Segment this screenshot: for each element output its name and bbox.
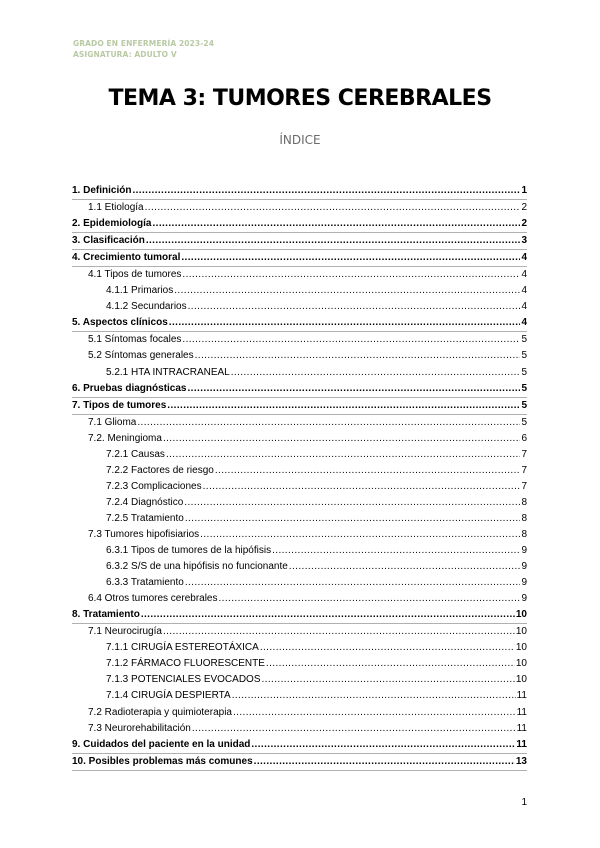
- toc-entry[interactable]: [72, 721, 527, 737]
- toc-dot-leader: [188, 381, 521, 397]
- toc-entry[interactable]: [72, 183, 527, 200]
- toc-entry-title: 6. Pruebas diagnósticas: [72, 382, 187, 394]
- toc-entry-page: 8: [521, 528, 527, 540]
- toc-entry-page: 4: [521, 252, 527, 264]
- toc-entry-page: 3: [521, 235, 527, 247]
- toc-entry-line: [106, 365, 527, 381]
- toc-dot-leader: [169, 315, 521, 331]
- toc-dot-leader: [272, 543, 520, 559]
- document-title: TEMA 3: TUMORES CEREBRALES: [108, 86, 492, 111]
- toc-entry[interactable]: [72, 575, 527, 591]
- toc-entry[interactable]: [72, 705, 527, 721]
- toc-entry[interactable]: [72, 398, 527, 415]
- toc-dot-leader: [188, 299, 521, 315]
- toc-entry[interactable]: [72, 559, 527, 575]
- toc-entry-title: 4.1.2 Secundarios: [106, 301, 187, 313]
- toc-entry-page: 5: [521, 366, 527, 378]
- toc-entry-line: [72, 398, 527, 414]
- toc-dot-leader: [219, 591, 521, 607]
- toc-dot-leader: [137, 415, 520, 431]
- toc-entry-title: 3. Clasificación: [72, 235, 145, 247]
- toc-dot-leader: [192, 721, 516, 737]
- toc-dot-leader: [182, 267, 520, 283]
- toc-entry-page: 7: [521, 480, 527, 492]
- toc-entry-title: 1.1 Etiología: [88, 202, 144, 214]
- toc-entry-title: 4. Crecimiento tumoral: [72, 252, 181, 264]
- toc-entry[interactable]: [72, 348, 527, 364]
- toc-entry[interactable]: [72, 267, 527, 283]
- toc-entry-page: 4: [521, 269, 527, 281]
- toc-dot-leader: [163, 431, 521, 447]
- toc-entry-page: 11: [516, 722, 527, 734]
- toc-entry[interactable]: [72, 479, 527, 495]
- toc-dot-leader: [231, 365, 521, 381]
- toc-entry-title: 5.1 Síntomas focales: [88, 334, 182, 346]
- toc-dot-leader: [200, 527, 520, 543]
- toc-entry-title: 5.2 Síntomas generales: [88, 350, 194, 362]
- toc-entry[interactable]: [72, 737, 527, 754]
- toc-entry-page: 2: [521, 202, 527, 214]
- toc-entry-line: [106, 283, 527, 299]
- toc-entry-title: 2. Epidemiología: [72, 218, 152, 230]
- toc-entry-page: 7: [521, 464, 527, 476]
- toc-entry[interactable]: [72, 315, 527, 332]
- toc-entry-title: 7.2.1 Causas: [106, 448, 165, 460]
- toc-entry[interactable]: [72, 527, 527, 543]
- toc-dot-leader: [203, 479, 521, 495]
- toc-entry-title: 7.2.5 Tratamiento: [106, 512, 184, 524]
- toc-entry-line: [72, 607, 527, 623]
- toc-entry-line: [72, 381, 527, 397]
- toc-entry-title: 4.1 Tipos de tumores: [88, 269, 182, 281]
- toc-entry-title: 7.3 Tumores hipofisiarios: [88, 528, 200, 540]
- toc-entry[interactable]: [72, 640, 527, 656]
- toc-entry-line: [106, 656, 527, 672]
- toc-entry-title: 7. Tipos de tumores: [72, 399, 167, 411]
- toc-entry-line: [72, 737, 527, 753]
- toc-entry-line: [72, 233, 527, 249]
- toc-entry-line: [106, 640, 527, 656]
- toc-entry-title: 7.1 Neurocirugía: [88, 626, 162, 638]
- toc-entry-page: 8: [521, 496, 527, 508]
- toc-entry-line: [72, 754, 527, 770]
- toc-entry-line: [106, 299, 527, 315]
- toc-entry-title: 7.2.2 Factores de riesgo: [106, 464, 214, 476]
- toc-entry-title: 7.1.1 CIRUGÍA ESTEREOTÁXICA: [106, 642, 259, 654]
- toc-entry[interactable]: [72, 688, 527, 704]
- toc-entry-line: [106, 495, 527, 511]
- toc-entry-line: [88, 332, 527, 348]
- toc-entry-page: 9: [521, 577, 527, 589]
- toc-entry[interactable]: [72, 447, 527, 463]
- toc-entry-line: [106, 463, 527, 479]
- toc-entry[interactable]: [72, 250, 527, 267]
- toc-entry-title: 4.1.1 Primarios: [106, 285, 174, 297]
- toc-entry[interactable]: [72, 672, 527, 688]
- toc-dot-leader: [195, 348, 521, 364]
- toc-dot-leader: [146, 233, 521, 249]
- toc-entry-line: [106, 447, 527, 463]
- toc-dot-leader: [185, 511, 521, 527]
- toc-entry-title: 7.1.4 CIRUGÍA DESPIERTA: [106, 690, 231, 702]
- toc-entry[interactable]: [72, 591, 527, 607]
- toc-entry[interactable]: [72, 431, 527, 447]
- toc-entry-page: 5: [521, 399, 527, 411]
- toc-dot-leader: [141, 607, 515, 623]
- toc-entry-line: [106, 479, 527, 495]
- toc-entry-title: 7.1 Glioma: [88, 416, 137, 428]
- toc-entry-title: 6.4 Otros tumores cerebrales: [88, 593, 218, 605]
- toc-entry-page: 4: [521, 317, 527, 329]
- toc-entry[interactable]: [72, 283, 527, 299]
- toc-entry-line: [106, 688, 527, 704]
- toc-dot-leader: [181, 250, 520, 266]
- toc-dot-leader: [289, 559, 521, 575]
- toc-entry-line: [88, 721, 527, 737]
- toc-dot-leader: [132, 183, 520, 199]
- toc-dot-leader: [260, 640, 515, 656]
- toc-dot-leader: [174, 283, 520, 299]
- toc-entry-page: 9: [521, 545, 527, 557]
- toc-entry-line: [72, 315, 527, 331]
- toc-entry[interactable]: [72, 607, 527, 624]
- toc-entry-line: [88, 431, 527, 447]
- toc-entry-page: 13: [515, 755, 527, 767]
- toc-entry-page: 10: [515, 609, 527, 621]
- toc-entry[interactable]: [72, 495, 527, 511]
- toc-entry-page: 1: [521, 185, 527, 196]
- toc-entry[interactable]: [72, 543, 527, 559]
- toc-entry-line: [106, 559, 527, 575]
- toc-entry[interactable]: [72, 200, 527, 216]
- toc-entry-title: 6.3.2 S/S de una hipófisis no funcionante: [106, 561, 288, 573]
- toc-entry-page: 11: [516, 738, 527, 750]
- toc-entry-page: 4: [521, 285, 527, 297]
- toc-entry-title: 7.2.3 Complicaciones: [106, 480, 202, 492]
- toc-entry-line: [88, 267, 527, 283]
- toc-dot-leader: [184, 495, 520, 511]
- toc-entry-page: 10: [515, 674, 527, 686]
- toc-entry-line: [88, 527, 527, 543]
- toc-entry-page: 5: [521, 416, 527, 428]
- toc-entry-line: [88, 705, 527, 721]
- toc-entry-line: [72, 216, 527, 232]
- document-header: [73, 38, 214, 60]
- toc-dot-leader: [232, 688, 516, 704]
- toc-entry-title: 7.1.2 FÁRMACO FLUORESCENTE: [106, 658, 265, 670]
- toc-entry[interactable]: [72, 299, 527, 315]
- toc-dot-leader: [163, 624, 515, 640]
- toc-entry-page: 4: [521, 301, 527, 313]
- toc-entry[interactable]: [72, 381, 527, 398]
- header-line-course: GRADO EN ENFERMERÍA 2023-24: [73, 39, 215, 48]
- toc-entry-title: 7.1.3 POTENCIALES EVOCADOS: [106, 674, 261, 686]
- header-line-subject: ASIGNATURA: ADULTO V: [73, 50, 177, 59]
- toc-dot-leader: [266, 656, 515, 672]
- toc-dot-leader: [254, 754, 515, 770]
- toc-entry-page: 10: [515, 642, 527, 654]
- toc-entry-line: [106, 511, 527, 527]
- toc-entry-page: 10: [515, 626, 527, 638]
- toc-dot-leader: [233, 705, 516, 721]
- toc-entry-page: 7: [521, 448, 527, 460]
- toc-entry-page: 11: [516, 706, 527, 718]
- toc-dot-leader: [262, 672, 515, 688]
- toc-entry[interactable]: [72, 332, 527, 348]
- toc-entry-title: 1. Definición: [72, 185, 132, 196]
- toc-entry-title: 10. Posibles problemas más comunes: [72, 755, 253, 767]
- toc-entry-line: [106, 672, 527, 688]
- toc-entry-page: 5: [521, 382, 527, 394]
- toc-entry-line: [72, 250, 527, 266]
- toc-entry[interactable]: [72, 754, 527, 771]
- toc-dot-leader: [152, 216, 520, 232]
- toc-entry[interactable]: [72, 216, 527, 233]
- toc-entry-line: [106, 543, 527, 559]
- toc-entry-page: 5: [521, 350, 527, 362]
- page-number: 1: [521, 797, 527, 808]
- toc-dot-leader: [145, 200, 521, 216]
- toc-dot-leader: [215, 463, 521, 479]
- toc-entry-line: [88, 624, 527, 640]
- toc-entry-line: [88, 200, 527, 216]
- toc-entry-title: 6.3.1 Tipos de tumores de la hipófisis: [106, 545, 272, 557]
- toc-entry-page: 9: [521, 561, 527, 573]
- toc-entry-page: 5: [521, 334, 527, 346]
- toc-entry-title: 7.2 Radioterapia y quimioterapia: [88, 706, 232, 718]
- toc-entry-title: 8. Tratamiento: [72, 609, 140, 621]
- toc-dot-leader: [167, 398, 520, 414]
- toc-entry[interactable]: [72, 233, 527, 250]
- index-heading: ÍNDICE: [279, 133, 321, 147]
- toc-entry-line: [72, 183, 527, 199]
- toc-entry-line: [106, 575, 527, 591]
- toc-dot-leader: [166, 447, 521, 463]
- toc-dot-leader: [185, 575, 521, 591]
- toc-entry[interactable]: [72, 656, 527, 672]
- toc-entry[interactable]: [72, 624, 527, 640]
- toc-entry-line: [88, 415, 527, 431]
- toc-entry-title: 5.2.1 HTA INTRACRANEAL: [106, 366, 230, 378]
- toc-dot-leader: [251, 737, 515, 753]
- toc-entry-title: 7.2.4 Diagnóstico: [106, 496, 184, 508]
- toc-entry-line: [88, 348, 527, 364]
- toc-entry[interactable]: [72, 463, 527, 479]
- toc-entry-page: 10: [515, 658, 527, 670]
- toc-entry-title: 7.2. Meningioma: [88, 432, 162, 444]
- toc-entry-line: [88, 591, 527, 607]
- table-of-contents: [72, 183, 527, 771]
- toc-entry[interactable]: [72, 511, 527, 527]
- toc-entry-page: 8: [521, 512, 527, 524]
- toc-entry-title: 6.3.3 Tratamiento: [106, 577, 184, 589]
- toc-entry-page: 9: [521, 593, 527, 605]
- toc-entry-page: 11: [516, 690, 527, 702]
- toc-entry-page: 6: [521, 432, 527, 444]
- toc-entry-title: 7.3 Neurorehabilitación: [88, 722, 191, 734]
- toc-entry[interactable]: [72, 365, 527, 381]
- toc-entry-page: 2: [521, 218, 527, 230]
- toc-entry-title: 9. Cuidados del paciente en la unidad: [72, 738, 251, 750]
- toc-entry-title: 5. Aspectos clínicos: [72, 317, 168, 329]
- toc-entry[interactable]: [72, 415, 527, 431]
- toc-dot-leader: [182, 332, 520, 348]
